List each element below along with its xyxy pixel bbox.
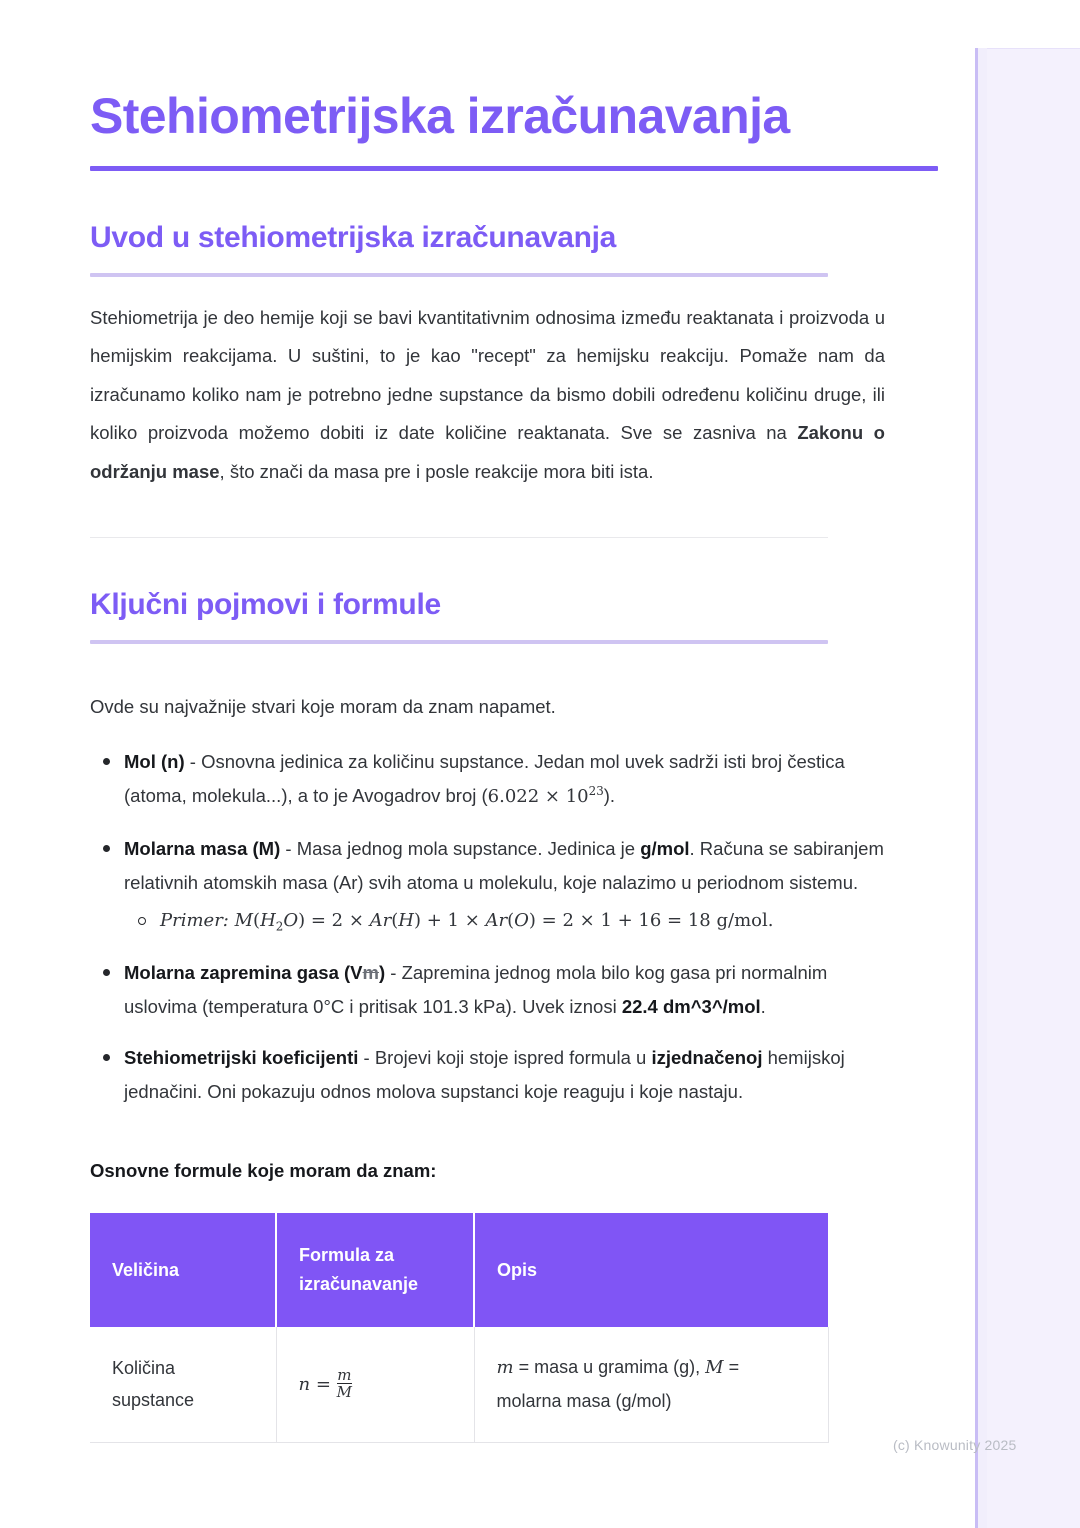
formula-lhs: n = (298, 1374, 331, 1396)
term-molarna-zapremina-a: Molarna zapremina gasa (V (124, 961, 363, 983)
avogadro-mantissa: 6.022 × 10 (487, 786, 589, 808)
intro-paragraph-part2: , što znači da masa pre i posle reakcije mora biti ista. (219, 460, 654, 482)
table-row (90, 1327, 828, 1442)
desc-symbol-M: M (705, 1357, 724, 1379)
term-mol: Mol (n) (124, 751, 185, 773)
formula-denominator: M (336, 1383, 352, 1402)
molar-volume-value: 22.4 dm^3^/mol (621, 995, 761, 1017)
bold-izjednacenoj: izjednačenoj (651, 1047, 763, 1069)
primer-formula: $M(H_2O) = 2 \times Ar(H) + 1 \times Ar(O) = 2 \times 1 + 16 = 18$ g/mol. (234, 909, 774, 934)
term-koeficijenti: Stehiometrijski koeficijenti (124, 1047, 359, 1069)
formula-table (90, 1213, 829, 1443)
avogadro-exponent: 23 (588, 784, 604, 799)
section-heading-intro: Uvod u stehiometrijska izračunavanja (90, 221, 617, 254)
intro-paragraph-part1: Stehiometrija je deo hemije koji se bavi kvantitativnim odnosima između reaktanata i proizvoda u hemijskim reakcijama. U suštini, to je kao "recept" za hemijsku reakciju. Pomaže nam da izračunamo koliko nam je potrebno jedne supstance da bismo dobili određenu količinu druge, ili koliko proizvoda možemo dobiti iz date količine reaktanata. Sve se zasniva na (90, 307, 885, 444)
desc-text-b: = molarna masa (g/mol) (496, 1357, 740, 1411)
term-mol-text-after: ). (603, 785, 616, 807)
desc-text-a: = masa u gramima (g), (513, 1357, 706, 1378)
term-mol-text: - Osnovna jedinica za količinu supstance. Jedan mol uvek sadrži isti broj čestica (atoma, molekula...), a to je Avogadrov broj ( (124, 751, 845, 807)
term-molarna-masa-text-a: - Masa jednog mola supstance. Jedinica je (280, 838, 641, 859)
intro-paragraph (90, 277, 885, 491)
term-molarna-masa: Molarna masa (M) (124, 838, 281, 859)
term-molarna-zapremina-b: ) (378, 961, 386, 983)
formulas-lead-text: Osnovne formule koje moram da znam: (90, 1159, 437, 1181)
list-item (90, 956, 885, 1024)
page-title: Stehiometrijska izračunavanja (90, 88, 790, 144)
term-molarna-zapremina (124, 962, 385, 983)
molarna-masa-sublist (124, 904, 885, 938)
term-molarna-masa-text-b: . Računa se sabiranjem relativnih atomskih masa (Ar) svih atoma u molekulu, koje nalazimo u periodnom sistemu. (124, 838, 884, 893)
table-header-opis: Opis (474, 1213, 828, 1327)
copyright-watermark: (c) Knowunity 2025 (893, 1437, 1017, 1453)
section-heading-key: Ključni pojmovi i formule (90, 588, 441, 622)
cell-quantity-line1: Količina (112, 1357, 176, 1378)
term-molarna-zapremina-text-a: - Zapremina jednog mola bilo kog gasa pri normalnim uslovima (temperatura 0°C i pritisak 101.3 kPa). Uvek iznosi (124, 961, 828, 1017)
page-edge-panel-inner (987, 48, 1080, 1528)
cell-description (474, 1327, 828, 1442)
table-header-velicina: Veličina (90, 1213, 276, 1327)
avogadro-number (488, 786, 604, 807)
table-header-formula: Formula za izračunavanje (276, 1213, 474, 1327)
cell-quantity (90, 1327, 276, 1442)
list-item (124, 904, 885, 938)
page-edge-panel (975, 48, 1080, 1528)
table-header-row (90, 1213, 828, 1327)
list-item (90, 1041, 885, 1109)
list-item (90, 745, 885, 814)
key-section-lede: Ovde su najvažnije stvari koje moram da znam napamet. (90, 695, 556, 717)
cell-formula (276, 1327, 474, 1442)
term-molarna-zapremina-text-b: . (760, 995, 766, 1017)
list-item (90, 832, 885, 938)
key-terms-list (90, 745, 885, 1109)
unit-g-per-mol: g/mol (640, 838, 690, 859)
cell-quantity-line2: supstance (112, 1390, 195, 1411)
term-subscript-m-struck: m (362, 961, 379, 983)
primer-label: Primer: (160, 909, 229, 931)
intro-paragraph-bold: Zakonu o održanju mase (90, 422, 885, 482)
term-koeficijenti-text-b: hemijskoj jednačini. Oni pokazuju odnos molova supstanci koje reaguju i koje nastaju. (124, 1047, 845, 1103)
desc-symbol-m: m (496, 1357, 514, 1379)
formula-numerator: m (337, 1365, 352, 1384)
formula-fraction (337, 1367, 352, 1402)
term-koeficijenti-text-a: - Brojevi koji stoje ispred formula u (358, 1047, 652, 1069)
section-underline-rule-key (90, 640, 828, 644)
